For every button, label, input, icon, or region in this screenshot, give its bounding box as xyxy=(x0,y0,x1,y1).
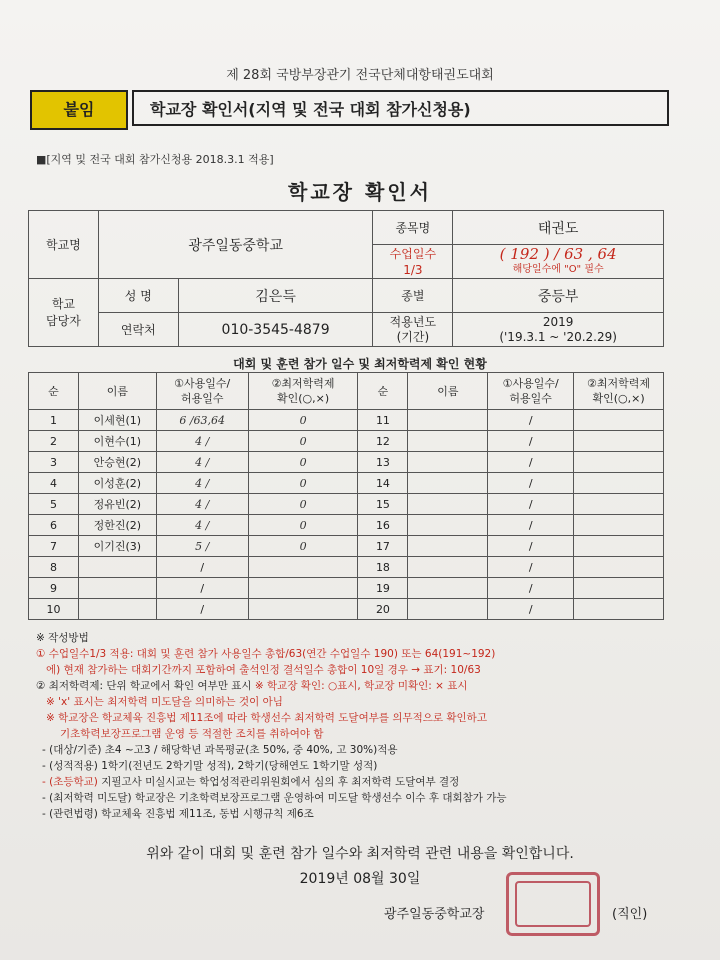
student-name xyxy=(408,494,488,515)
grade-check xyxy=(574,578,664,599)
table-row xyxy=(29,452,664,473)
row-number: 1 xyxy=(29,410,79,431)
days-used: / xyxy=(156,557,248,578)
method-heading: ※ 작성방법 xyxy=(36,632,89,644)
closing-statement: 위와 같이 대회 및 훈련 참가 일수와 최저학력 관련 내용을 확인합니다. xyxy=(146,846,574,862)
row-number: 7 xyxy=(29,536,79,557)
seal-label: (직인) xyxy=(612,907,648,922)
days-used: / xyxy=(156,599,248,620)
year-label-1: 적용년도 xyxy=(389,314,437,329)
days-used: / xyxy=(488,578,574,599)
student-name xyxy=(408,536,488,557)
student-name: 안승현(2) xyxy=(78,452,156,473)
year-cell xyxy=(453,313,664,347)
method-line-3 xyxy=(36,678,686,694)
method-line-3a: ② 최저학력제: 단위 학교에서 확인 여부만 표시 xyxy=(36,680,252,692)
row-number: 5 xyxy=(29,494,79,515)
school-name: 광주일동중학교 xyxy=(98,211,373,279)
student-name xyxy=(408,515,488,536)
class-days-cell xyxy=(453,245,664,279)
year-label-2: (기간) xyxy=(396,329,430,344)
method-line-8: - (성적적용) 1학기(전년도 2학기말 성적), 2학기(당해연도 1학기말 성적) xyxy=(42,760,378,772)
header-cell: ②최저학력제 확인(○,×) xyxy=(248,373,358,410)
year-label xyxy=(373,313,453,347)
row-number: 13 xyxy=(358,452,408,473)
grade-check xyxy=(574,557,664,578)
row-number: 11 xyxy=(358,410,408,431)
days-used: 5 / xyxy=(156,536,248,557)
class-days-label-1: 수업일수 xyxy=(389,246,437,261)
table-header-row xyxy=(29,373,664,410)
student-name: 이성훈(2) xyxy=(78,473,156,494)
header-cell: ②최저학력제 확인(○,×) xyxy=(574,373,664,410)
student-name xyxy=(408,452,488,473)
official-seal xyxy=(506,872,600,936)
days-used: / xyxy=(488,557,574,578)
event-value: 태권도 xyxy=(453,211,664,245)
method-line-1: ① 수업일수1/3 적용: 대회 및 훈련 참가 사용일수 총합/63(연간 수업일수 190) 또는 64(191~192) xyxy=(36,648,496,660)
grade-check xyxy=(574,515,664,536)
method-line-11: - (관련법령) 학교체육 진흥법 제11조, 동법 시행규칙 제6조 xyxy=(42,808,314,820)
row-number: 16 xyxy=(358,515,408,536)
student-name xyxy=(78,557,156,578)
application-note: ■[지역 및 전국 대회 참가신청용 2018.3.1 적용] xyxy=(36,153,274,166)
row-number: 17 xyxy=(358,536,408,557)
grade-check: 0 xyxy=(248,473,358,494)
table-body xyxy=(29,410,664,620)
method-line-5: ※ 학교장은 학교체육 진흥법 제11조에 따라 학생선수 최저학력 도달여부를 의무적으로 확인하고 xyxy=(46,712,487,724)
grade-check: 0 xyxy=(248,494,358,515)
grade-check xyxy=(574,431,664,452)
grade-check: 0 xyxy=(248,452,358,473)
year-period: ('19.3.1 ~ '20.2.29) xyxy=(499,329,617,344)
days-used: / xyxy=(488,536,574,557)
days-used: / xyxy=(488,410,574,431)
name-value: 김은득 xyxy=(178,279,373,313)
days-used: / xyxy=(488,515,574,536)
student-name xyxy=(408,557,488,578)
grade-check xyxy=(574,452,664,473)
section-title: 대회 및 훈련 참가 일수 및 최저학력제 확인 현황 xyxy=(233,357,487,371)
row-number: 6 xyxy=(29,515,79,536)
days-used: / xyxy=(488,452,574,473)
grade-check xyxy=(248,578,358,599)
class-days-note: 해당일수에 "O" 필수 xyxy=(512,263,604,275)
grade-check xyxy=(574,473,664,494)
days-used: 4 / xyxy=(156,515,248,536)
row-number: 8 xyxy=(29,557,79,578)
writing-method xyxy=(36,630,686,822)
method-line-3b: ※ 학교장 확인: ○표시, 학교장 미확인: × 표시 xyxy=(251,680,468,692)
student-name xyxy=(408,473,488,494)
header-cell: ①사용일수/ 허용일수 xyxy=(156,373,248,410)
row-number: 15 xyxy=(358,494,408,515)
student-name xyxy=(408,410,488,431)
method-line-9a: - (초등학교) xyxy=(42,776,98,788)
student-name xyxy=(408,431,488,452)
contact-value: 010-3545-4879 xyxy=(178,313,373,347)
class-days-label xyxy=(373,245,453,279)
row-number: 3 xyxy=(29,452,79,473)
student-name xyxy=(78,599,156,620)
grade-check: 0 xyxy=(248,410,358,431)
student-name: 정한진(2) xyxy=(78,515,156,536)
signer-name: 광주일동중학교장 xyxy=(384,907,485,922)
days-used: / xyxy=(488,431,574,452)
grade-check: 0 xyxy=(248,515,358,536)
participation-table xyxy=(28,372,664,620)
days-used: / xyxy=(156,578,248,599)
days-used: 4 / xyxy=(156,494,248,515)
row-number: 10 xyxy=(29,599,79,620)
table-row xyxy=(29,536,664,557)
row-number: 19 xyxy=(358,578,408,599)
method-line-2: 에) 현재 참가하는 대회기간까지 포함하여 출석인정 결석일수 총합이 10일 경우 → 표기: 10/63 xyxy=(46,664,481,676)
table-row xyxy=(29,473,664,494)
name-label: 성 명 xyxy=(98,279,178,313)
method-line-6: 기초학력보장프로그램 운영 등 적절한 조치를 취하여야 함 xyxy=(60,728,324,740)
grade-check: 0 xyxy=(248,431,358,452)
grade-check xyxy=(574,536,664,557)
days-used: 6 /63,64 xyxy=(156,410,248,431)
grade-check xyxy=(248,557,358,578)
closing-date: 2019년 08월 30일 xyxy=(299,871,421,887)
class-days-label-2: 1/3 xyxy=(403,262,423,277)
header-cell: ①사용일수/ 허용일수 xyxy=(488,373,574,410)
division-label: 종별 xyxy=(373,279,453,313)
header-cell: 순 xyxy=(29,373,79,410)
grade-check xyxy=(574,599,664,620)
document-title: 학교장 확인서 xyxy=(288,180,432,204)
table-row xyxy=(29,494,664,515)
table-row xyxy=(29,431,664,452)
manager-label-1: 학교 xyxy=(51,296,76,311)
manager-label xyxy=(29,279,99,347)
header-cell: 순 xyxy=(358,373,408,410)
days-used: / xyxy=(488,473,574,494)
row-number: 2 xyxy=(29,431,79,452)
days-used: 4 / xyxy=(156,473,248,494)
contact-label: 연락처 xyxy=(98,313,178,347)
class-days-value: ( 192 ) / 63 , 64 xyxy=(499,244,617,263)
row-number: 12 xyxy=(358,431,408,452)
header-row xyxy=(30,90,675,132)
table-row xyxy=(29,515,664,536)
table-row xyxy=(29,599,664,620)
method-line-7: - (대상/기준) 초4 ~고3 / 해당학년 과목평균(초 50%, 중 40%, 고 30%)적용 xyxy=(42,744,398,756)
student-name: 이현수(1) xyxy=(78,431,156,452)
days-used: / xyxy=(488,599,574,620)
grade-check xyxy=(574,494,664,515)
row-number: 14 xyxy=(358,473,408,494)
row-number: 18 xyxy=(358,557,408,578)
header-title: 학교장 확인서(지역 및 전국 대회 참가신청용) xyxy=(132,90,669,126)
student-name xyxy=(78,578,156,599)
student-name: 이기진(3) xyxy=(78,536,156,557)
method-line-9b: 지필고사 미실시교는 학업성적관리위원회에서 심의 후 최저학력 도달여부 결정 xyxy=(97,776,460,788)
student-name xyxy=(408,578,488,599)
table-row xyxy=(29,557,664,578)
year-value: 2019 xyxy=(542,314,574,329)
days-used: / xyxy=(488,494,574,515)
method-line-10: - (최저학력 미도달) 학교장은 기초학력보장프로그램 운영하여 미도달 학생선수 이수 후 대회참가 가능 xyxy=(42,792,507,804)
school-info-table xyxy=(28,210,664,347)
header-cell: 이름 xyxy=(78,373,156,410)
student-name: 정유빈(2) xyxy=(78,494,156,515)
row-number: 20 xyxy=(358,599,408,620)
student-name: 이세현(1) xyxy=(78,410,156,431)
method-line-4: ※ 'x' 표시는 최저학력 미도달을 의미하는 것이 아님 xyxy=(46,696,283,708)
row-number: 9 xyxy=(29,578,79,599)
competition-title: 제 28회 국방부장관기 전국단체대항태권도대회 xyxy=(226,68,494,83)
grade-check xyxy=(248,599,358,620)
row-number: 4 xyxy=(29,473,79,494)
grade-check xyxy=(574,410,664,431)
method-line-9 xyxy=(36,774,686,790)
grade-check: 0 xyxy=(248,536,358,557)
table-row xyxy=(29,410,664,431)
manager-label-2: 담당자 xyxy=(46,313,81,328)
table-row xyxy=(29,578,664,599)
attachment-badge: 붙임 xyxy=(30,90,128,130)
event-label: 종목명 xyxy=(373,211,453,245)
header-cell: 이름 xyxy=(408,373,488,410)
days-used: 4 / xyxy=(156,431,248,452)
division-value: 중등부 xyxy=(453,279,664,313)
student-name xyxy=(408,599,488,620)
school-label: 학교명 xyxy=(29,211,99,279)
days-used: 4 / xyxy=(156,452,248,473)
